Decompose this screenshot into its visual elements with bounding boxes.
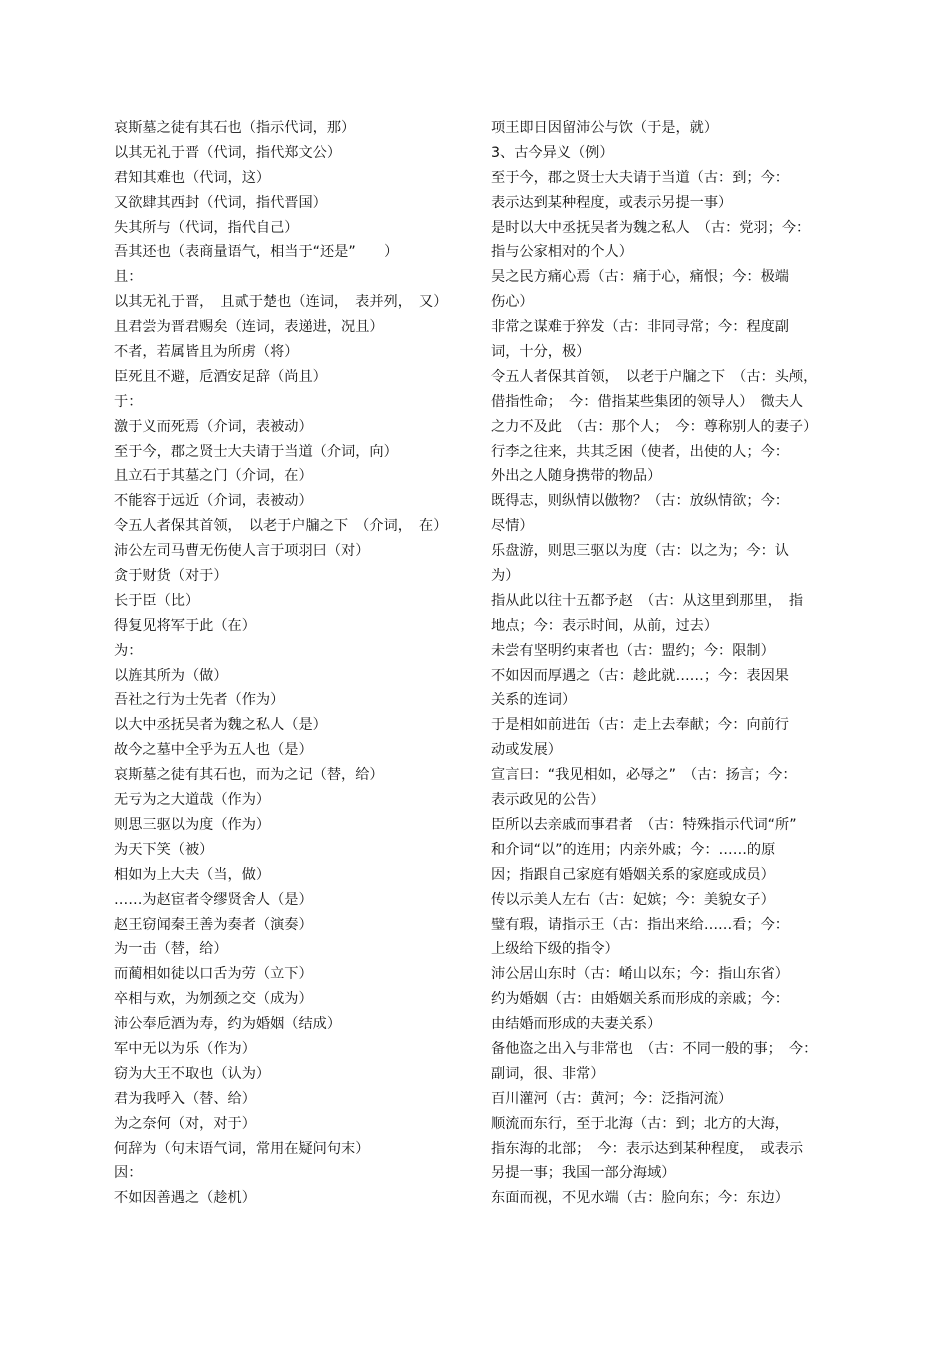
right-column-line: 词，十分，极）: [491, 344, 591, 361]
left-column-line: 以旌其所为（做）: [114, 667, 228, 684]
left-column-line: 赵王窃闻秦王善为奏者（演奏）: [114, 916, 313, 933]
left-column-line: 吾社之行为士先者（作为）: [114, 692, 285, 709]
right-column-line: 表示政见的公告）: [491, 792, 605, 809]
right-column-line: 外出之人随身携带的物品）: [491, 468, 662, 485]
left-column-line: ……为赵宦者令缪贤舍人（是）: [114, 891, 313, 908]
right-column-line: 由结婚而形成的夫妻关系）: [491, 1016, 662, 1033]
right-column-line: 伤心）: [491, 294, 534, 311]
left-column: [114, 116, 466, 1211]
left-column-line: 君为我呼入（替、给）: [114, 1090, 256, 1107]
right-column-line: 上级给下级的指令）: [491, 941, 619, 958]
left-column-line: 于：: [114, 393, 143, 410]
right-column-line: 之力不及此 （古：那个人； 今：尊称别人的妻子）: [491, 418, 818, 435]
left-column-line: 吾其还也（表商量语气，相当于“还是” ）: [114, 244, 399, 261]
right-column-line: 地点；今：表示时间，从前，过去）: [491, 617, 719, 634]
left-column-line: 沛公奉卮酒为寿，约为婚姻（结成）: [114, 1016, 342, 1033]
right-column-line: 百川灌河（古：黄河；今：泛指河流）: [491, 1090, 733, 1107]
left-column-line: 臣死且不避，卮酒安足辞（尚且）: [114, 368, 327, 385]
right-column-line: 借指性命； 今：借指某些集团的领导人） 微夫人: [491, 393, 804, 410]
left-column-line: 沛公左司马曹无伤使人言于项羽曰（对）: [114, 543, 370, 560]
left-column-line: 而蔺相如徒以口舌为劳（立下）: [114, 966, 313, 983]
left-column-line: 至于今，郡之贤士大夫请于当道（介词，向）: [114, 443, 398, 460]
right-column-line: 副词，很、非常）: [491, 1065, 605, 1082]
left-column-line: 得复见将军于此（在）: [114, 617, 256, 634]
right-column-line: 指东海的北部； 今：表示达到某种程度， 或表示: [491, 1140, 804, 1157]
right-column-line: 关系的连词）: [491, 692, 577, 709]
left-column-line: 无亏为之大道哉（作为）: [114, 792, 271, 809]
left-column-line: 激于义而死焉（介词，表被动）: [114, 418, 313, 435]
right-column-line: 既得志，则纵情以傲物？（古：放纵情欲；今：: [491, 493, 789, 510]
right-column-line: 东面而视，不见水端（古：脸向东；今：东边）: [491, 1190, 789, 1207]
left-column-line: 故今之墓中全乎为五人也（是）: [114, 742, 313, 759]
right-column-line: 为）: [491, 568, 520, 585]
right-column-line: 非常之谋难于猝发（古：非同寻常；今：程度副: [491, 319, 789, 336]
right-column-line: 是时以大中丞抚吴者为魏之私人 （古：党羽；今：: [491, 219, 811, 236]
left-column-line: 为天下笑（被）: [114, 841, 214, 858]
left-column-line: 军中无以为乐（作为）: [114, 1040, 256, 1057]
left-column-line: 且立石于其墓之门（介词，在）: [114, 468, 313, 485]
left-column-line: 相如为上大夫（当，做）: [114, 866, 271, 883]
right-column-line: 至于今，郡之贤士大夫请于当道（古：到；今：: [491, 169, 789, 186]
right-column-line: 不如因而厚遇之（古：趁此就……；今：表因果: [491, 667, 789, 684]
left-column-line: 哀斯墓之徒有其石也，而为之记（替，给）: [114, 767, 384, 784]
left-column-line: 又欲肆其西封（代词，指代晋国）: [114, 194, 327, 211]
left-column-line: 贪于财货（对于）: [114, 568, 228, 585]
left-column-line: 且：: [114, 269, 143, 286]
right-column-line: 备他盗之出入与非常也 （古：不同一般的事； 今：: [491, 1040, 818, 1057]
right-column-line: 指与公家相对的个人）: [491, 244, 633, 261]
right-column-line: 臣所以去亲戚而事君者 （古：特殊指示代词“所”: [491, 816, 797, 833]
left-column-line: 则思三驱以为度（作为）: [114, 816, 271, 833]
left-column-line: 为一击（替，给）: [114, 941, 228, 958]
left-column-line: 长于臣（比）: [114, 592, 200, 609]
right-column-line: 乐盘游，则思三驱以为度（古：以之为；今：认: [491, 543, 789, 560]
right-column-line: 尽情）: [491, 518, 534, 535]
left-column-line: 不如因善遇之（趁机）: [114, 1190, 256, 1207]
left-column-line: 令五人者保其首领， 以老于户牖之下 （介词， 在）: [114, 518, 448, 535]
right-column-line: 令五人者保其首领， 以老于户牖之下 （古：头颅，: [491, 368, 818, 385]
left-column-line: 不能容于远近（介词，表被动）: [114, 493, 313, 510]
left-column-line: 君知其难也（代词，这）: [114, 169, 271, 186]
left-column-line: 窃为大王不取也（认为）: [114, 1065, 271, 1082]
left-column-line: 卒相与欢，为刎颈之交（成为）: [114, 991, 313, 1008]
right-column-line: 指从此以往十五都予赵 （古：从这里到那里， 指: [491, 592, 804, 609]
right-column-line: 吴之民方痛心焉（古：痛于心，痛恨；今：极端: [491, 269, 789, 286]
left-column-line: 因：: [114, 1165, 143, 1182]
right-column-line: 另提一事；我国一部分海域）: [491, 1165, 676, 1182]
right-column: [491, 116, 843, 1211]
left-column-line: 以其无礼于晋， 且贰于楚也（连词， 表并列， 又）: [114, 294, 448, 311]
left-column-line: 不者，若属皆且为所虏（将）: [114, 344, 299, 361]
right-column-line: 因；指跟自己家庭有婚姻关系的家庭或成员）: [491, 866, 775, 883]
right-column-line: 动或发展）: [491, 742, 562, 759]
left-column-line: 为之奈何（对，对于）: [114, 1115, 256, 1132]
right-column-line: 宣言曰：“我见相如，必辱之” （古：扬言；今：: [491, 767, 797, 784]
left-column-line: 以其无礼于晋（代词，指代郑文公）: [114, 144, 342, 161]
left-column-line: 哀斯墓之徒有其石也（指示代词，那）: [114, 120, 356, 136]
right-column-line: 表示达到某种程度，或表示另提一事）: [491, 194, 733, 211]
right-column-line: 璧有瑕，请指示王（古：指出来给……看；今：: [491, 916, 789, 933]
right-column-line: 顺流而东行，至于北海（古：到；北方的大海，: [491, 1115, 789, 1132]
left-column-line: 何辞为（句末语气词，常用在疑问句末）: [114, 1140, 370, 1157]
right-column-line: 传以示美人左右（古：妃嫔；今：美貌女子）: [491, 891, 775, 908]
right-column-line: 未尝有坚明约束者也（古：盟约；今：限制）: [491, 642, 775, 659]
left-column-line: 以大中丞抚吴者为魏之私人（是）: [114, 717, 327, 734]
right-column-line: 行李之往来，共其乏困（使者，出使的人；今：: [491, 443, 789, 460]
right-column-line: 沛公居山东时（古：崤山以东；今：指山东省）: [491, 966, 789, 983]
left-column-line: 失其所与（代词，指代自己）: [114, 219, 299, 236]
right-column-line: 项王即日因留沛公与饮（于是，就）: [491, 120, 719, 136]
right-column-line: 和介词“以”的连用；内亲外戚；今：……的原: [491, 841, 776, 858]
right-column-line: 3、古今异义（例）: [491, 144, 614, 161]
left-column-line: 且君尝为晋君赐矣（连词，表递进，况且）: [114, 319, 384, 336]
right-column-line: 于是相如前进缶（古：走上去奉献；今：向前行: [491, 717, 789, 734]
right-column-line: 约为婚姻（古：由婚姻关系而形成的亲戚；今：: [491, 991, 789, 1008]
left-column-line: 为：: [114, 642, 143, 659]
